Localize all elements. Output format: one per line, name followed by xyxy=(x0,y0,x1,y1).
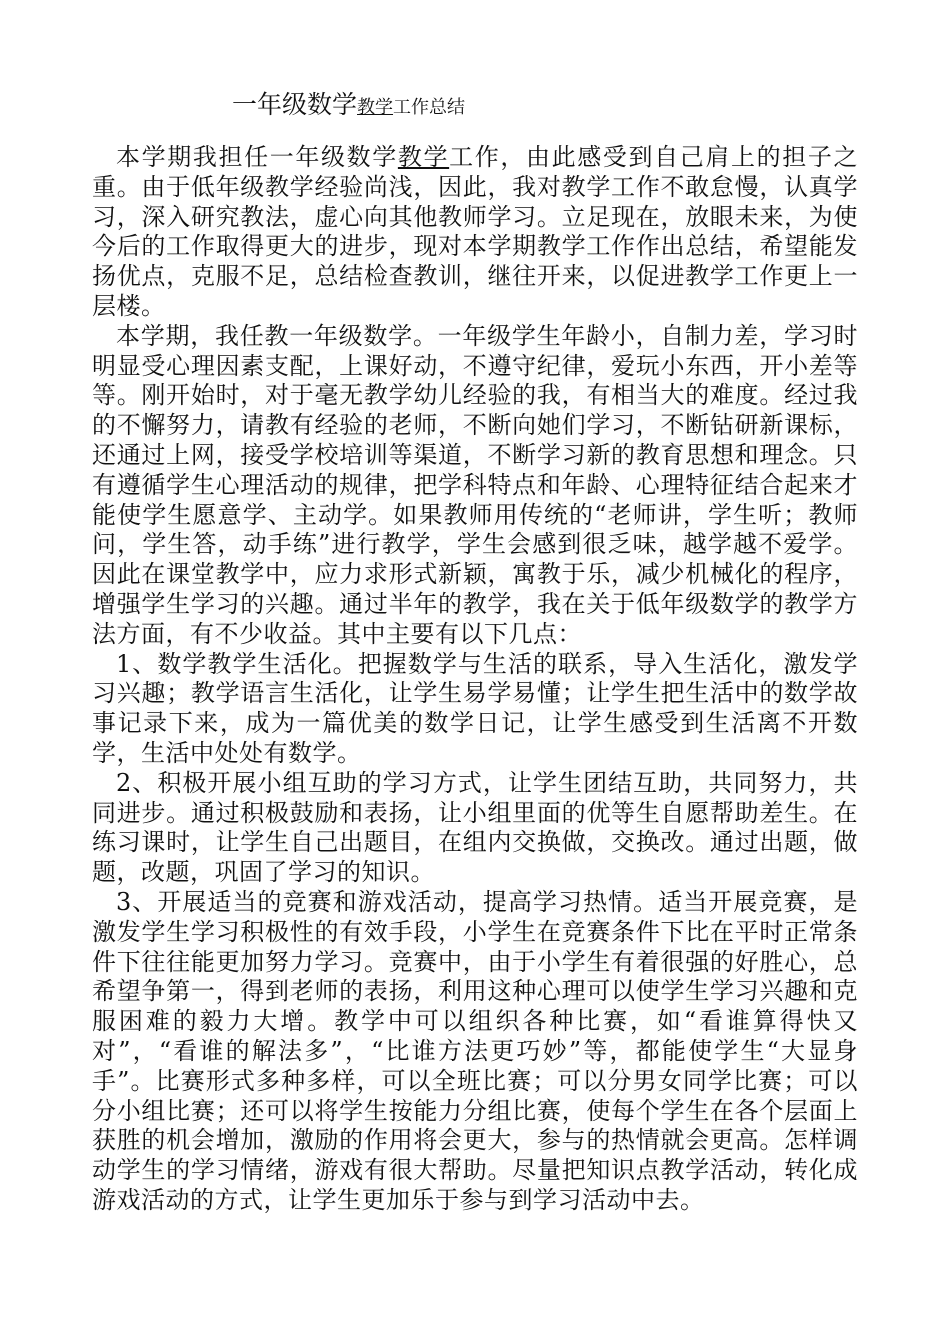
paragraph-intro-post: 工作，由此感受到自己肩上的担子之重。由于低年级教学经验尚浅，因此，我对教学工作不敢怠慢，认真学习，深入研究教法，虚心向其他教师学习。立足现在，放眼未来，为使今后的工作取得更大的进步，现对本学期教学工作作出总结，希望能发扬优点，克服不足，总结检查教训，继往开来，以促进教学工作更上一层楼。 xyxy=(92,143,858,320)
document-title xyxy=(232,92,465,117)
title-rest: 工作总结 xyxy=(393,97,466,118)
document-body xyxy=(92,143,858,1216)
paragraph-point-1: 1、数学教学生活化。把握数学与生活的联系，导入生活化，激发学习兴趣；教学语言生活化，让学生易学易懂；让学生把生活中的数学故事记录下来，成为一篇优美的数学日记，让学生感受到生活离不开数学，生活中处处有数学。 xyxy=(92,649,858,767)
paragraph-intro-pre: 本学期我担任一年级数学 xyxy=(116,143,398,171)
title-main: 一年级数学 xyxy=(232,90,358,119)
paragraph-intro-underlined: 教学 xyxy=(397,143,450,171)
paragraph-point-2: 2、积极开展小组互助的学习方式，让学生团结互助，共同努力，共同进步。通过积极鼓励和表扬，让小组里面的优等生自愿帮助差生。在练习课时，让学生自己出题目，在组内交换做，交换改。通过出题，做题，改题，巩固了学习的知识。 xyxy=(92,768,858,887)
paragraph-background: 本学期，我任教一年级数学。一年级学生年龄小，自制力差，学习时明显受心理因素支配，上课好动，不遵守纪律，爱玩小东西，开小差等等。刚开始时，对于毫无教学幼儿经验的我，有相当大的难度。经过我的不懈努力，请教有经验的老师，不断向她们学习，不断钻研新课标，还通过上网，接受学校培训等渠道，不断学习新的教育思想和理念。只有遵循学生心理活动的规律，把学科特点和年龄、心理特征结合起来才能使学生愿意学、主动学。如果教师用传统的“老师讲，学生听；教师问，学生答，动手练”进行教学，学生会感到很乏味，越学越不爱学。因此在课堂教学中，应力求形式新颖，寓教于乐，减少机械化的程序，增强学生学习的兴趣。通过半年的教学，我在关于低年级数学的教学方法方面，有不少收益。其中主要有以下几点： xyxy=(92,321,858,648)
title-underlined: 教学 xyxy=(357,97,394,118)
paragraph-intro xyxy=(92,143,858,322)
paragraph-point-3: 3、开展适当的竞赛和游戏活动，提高学习热情。适当开展竞赛，是激发学生学习积极性的有效手段，小学生在竞赛条件下比在平时正常条件下往往能更加努力学习。竞赛中，由于小学生有着很强的好胜心，总希望争第一，得到老师的表扬，利用这种心理可以使学生学习兴趣和克服困难的毅力大增。教学中可以组织各种比赛，如“看谁算得快又对”，“看谁的解法多”，“比谁方法更巧妙”等，都能使学生“大显身手”。比赛形式多种多样，可以全班比赛；可以分男女同学比赛；可以分小组比赛；还可以将学生按能力分组比赛，使每个学生在各个层面上获胜的机会增加，激励的作用将会更大，参与的热情就会更高。怎样调动学生的学习情绪，游戏有很大帮助。尽量把知识点教学活动，转化成游戏活动的方式，让学生更加乐于参与到学习活动中去。 xyxy=(92,887,858,1214)
